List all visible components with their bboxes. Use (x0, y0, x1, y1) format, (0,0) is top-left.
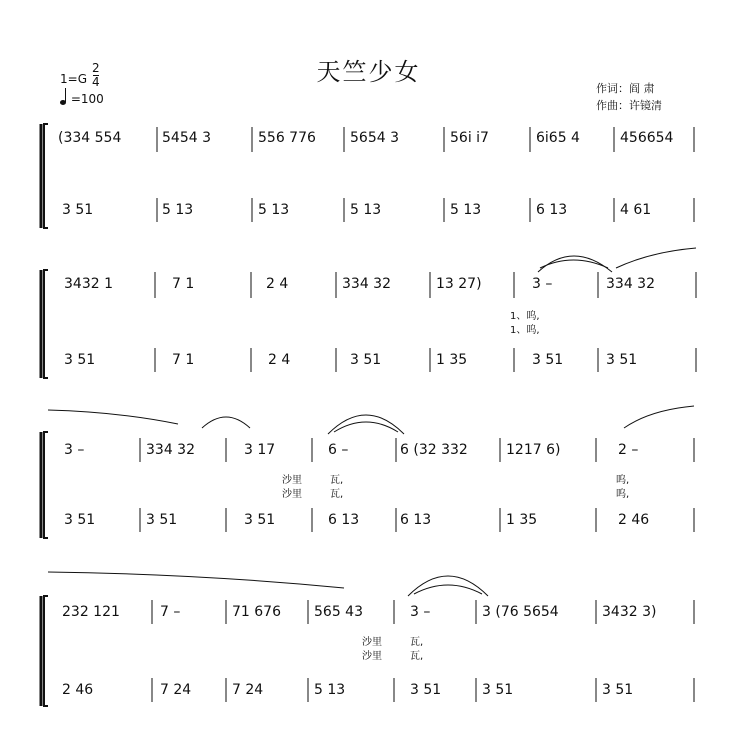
measure-lower: 4 61 (620, 202, 652, 218)
system-bracket (41, 124, 48, 228)
measure-upper: 3 – (64, 442, 85, 458)
measure-upper: 3 17 (244, 442, 276, 458)
tempo-value: =100 (70, 92, 104, 106)
lyric: 沙里 (362, 637, 382, 648)
measure-upper: 2 4 (266, 276, 289, 292)
measure-lower: 2 4 (268, 352, 291, 368)
measure-lower: 3 51 (244, 512, 276, 528)
measure-upper: 1217 6) (506, 442, 561, 458)
lyric: 1、呜, (510, 325, 540, 336)
slur (408, 576, 488, 596)
measure-lower: 5 13 (450, 202, 482, 218)
lyric: 沙里 (282, 489, 302, 500)
measure-upper: 3432 1 (64, 276, 113, 292)
measure-lower: 2 46 (62, 682, 94, 698)
slur (540, 260, 608, 268)
lyric: 瓦, (330, 475, 344, 486)
measure-lower: 6 13 (536, 202, 568, 218)
measure-lower: 3 51 (482, 682, 514, 698)
lyric: 瓦, (330, 489, 344, 500)
measure-upper: 3 (76 5654 (482, 604, 559, 620)
measure-lower: 3 51 (64, 352, 96, 368)
measure-lower: 3 51 (532, 352, 564, 368)
lyric: 瓦, (410, 651, 424, 662)
measure-lower: 6 13 (328, 512, 360, 528)
time-bottom: 4 (92, 75, 100, 89)
measure-upper: 5454 3 (162, 130, 211, 146)
measure-lower: 7 24 (232, 682, 264, 698)
system-bracket (41, 596, 48, 706)
measure-lower: 6 13 (400, 512, 432, 528)
system-bracket (41, 270, 48, 378)
composer-credit: 作曲：许镜清 (596, 99, 662, 112)
slur (414, 585, 482, 594)
slur (48, 410, 178, 424)
measure-upper: 3432 3) (602, 604, 657, 620)
measure-lower: 3 51 (64, 512, 96, 528)
slur (334, 422, 398, 432)
lyric: 沙里 (362, 651, 382, 662)
slur (48, 572, 344, 588)
measure-upper: 556 776 (258, 130, 316, 146)
lyric: 呜, (616, 489, 630, 500)
measure-upper: 6 (32 332 (400, 442, 468, 458)
measure-upper: 334 32 (606, 276, 655, 292)
slur (616, 248, 696, 268)
measure-upper: 56i i7 (450, 130, 489, 146)
lyric: 呜, (616, 475, 630, 486)
measure-lower: 5 13 (162, 202, 194, 218)
lyric: 瓦, (410, 637, 424, 648)
measure-upper: 2 – (618, 442, 639, 458)
slur (202, 417, 250, 428)
measure-upper: 334 32 (342, 276, 391, 292)
measure-lower: 7 1 (172, 352, 195, 368)
measure-upper: 232 121 (62, 604, 120, 620)
slur (624, 406, 694, 428)
measure-upper: 7 1 (172, 276, 195, 292)
time-top: 2 (92, 61, 100, 75)
lyric: 1、呜, (510, 311, 540, 322)
lyricist-credit: 作词：阎 肃 (596, 82, 655, 95)
slur (328, 415, 404, 434)
measure-upper: 13 27) (436, 276, 482, 292)
key-signature: 1=G (60, 72, 87, 86)
measure-upper: 71 676 (232, 604, 281, 620)
measure-upper: 7 – (160, 604, 181, 620)
measure-lower: 5 13 (314, 682, 346, 698)
measure-lower: 2 46 (618, 512, 650, 528)
barlines (157, 127, 694, 222)
measure-upper: 456654 (620, 130, 674, 146)
measure-lower: 1 35 (436, 352, 468, 368)
page-title: 天竺少女 (316, 58, 421, 86)
measure-lower: 3 51 (350, 352, 382, 368)
measure-upper: 6 – (328, 442, 349, 458)
measure-upper: 565 43 (314, 604, 363, 620)
measure-upper: 6i65 4 (536, 130, 580, 146)
measure-upper: 3 – (410, 604, 431, 620)
measure-lower: 7 24 (160, 682, 192, 698)
measure-lower: 3 51 (62, 202, 94, 218)
measure-upper: 334 32 (146, 442, 195, 458)
measure-lower: 5 13 (258, 202, 290, 218)
measure-upper: 3 – (532, 276, 553, 292)
measure-lower: 3 51 (410, 682, 442, 698)
measure-lower: 1 35 (506, 512, 538, 528)
measure-lower: 3 51 (602, 682, 634, 698)
system-bracket (41, 432, 48, 538)
measure-lower: 3 51 (146, 512, 178, 528)
measure-lower: 3 51 (606, 352, 638, 368)
measure-lower: 5 13 (350, 202, 382, 218)
measure-upper: 5654 3 (350, 130, 399, 146)
measure-upper: (334 554 (58, 130, 122, 146)
lyric: 沙里 (282, 475, 302, 486)
